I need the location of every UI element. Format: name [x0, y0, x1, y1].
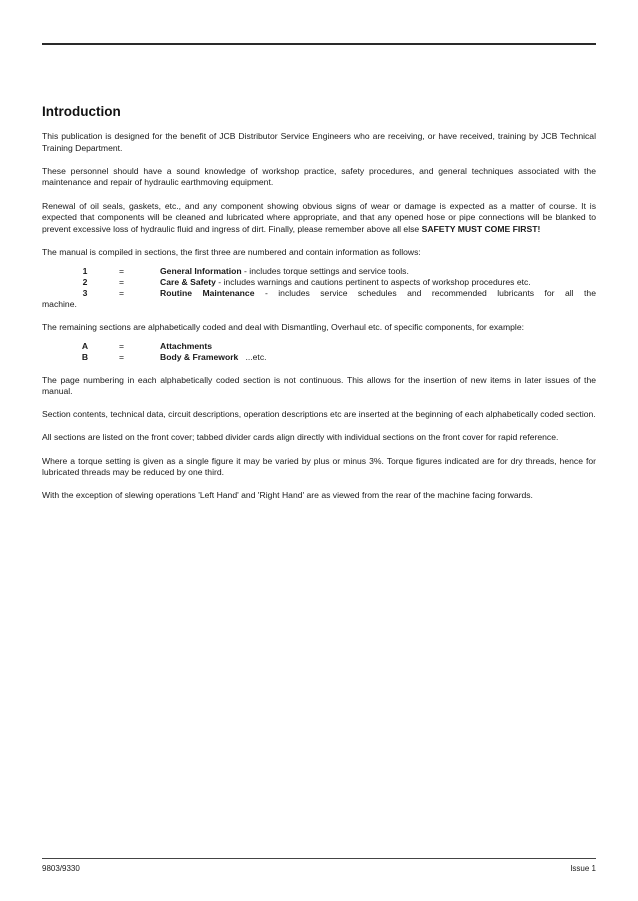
paragraph-purpose: This publication is designed for the benefit of JCB Distributor Service Engineers who are receiving, or have received, training by JCB Technical Training Department. [42, 131, 596, 153]
numbered-sections-list [42, 266, 596, 310]
page-content [42, 104, 596, 514]
list-item [42, 266, 596, 277]
safety-emphasis: SAFETY MUST COME FIRST! [421, 223, 541, 234]
paragraph-sections-intro: The manual is compiled in sections, the first three are numbered and contain information as follows: [42, 246, 421, 257]
section-detail: - includes service schedules and recommended lubricants for all the [254, 288, 596, 299]
paragraph-personnel: These personnel should have a sound knowledge of workshop practice, safety procedures, and general techniques associated with the maintenance and repair of hydraulic earthmoving equipment. [42, 165, 596, 188]
list-item [42, 352, 596, 363]
section-number: 2 [82, 277, 88, 288]
list-item [42, 341, 596, 352]
section-name: Care & Safety [160, 277, 216, 288]
section-description [160, 266, 596, 277]
page-title: Introduction [42, 104, 121, 119]
issue-number: Issue 1 [570, 864, 596, 873]
section-continuation: machine. [42, 299, 77, 310]
section-description [160, 288, 596, 299]
paragraph-torque: Where a torque setting is given as a single figure it may be varied by plus or minus 3%. Torque figures indicated are for dry threads, hence for lubricated threads may be reduced by one third. [42, 455, 596, 478]
section-name: Body & Framework [160, 351, 239, 362]
equals-sign: = [119, 340, 125, 351]
section-description [160, 341, 596, 352]
paragraph-page-numbering: The page numbering in each alphabetically coded section is not continuous. This allows for the insertion of new items in later issues of the manual. [42, 374, 596, 397]
section-detail: - includes torque settings and service tools. [241, 266, 409, 277]
section-description [160, 352, 596, 363]
section-description [160, 277, 596, 288]
section-letter: B [81, 351, 89, 362]
paragraph-front-cover: All sections are listed on the front cover; tabbed divider cards align directly with individual sections on the front cover for rapid reference. [42, 432, 559, 443]
list-item [42, 277, 596, 288]
section-name: Attachments [160, 340, 213, 351]
footer-rule [42, 858, 596, 859]
section-detail: - includes warnings and cautions pertinent to aspects of workshop procedures etc. [215, 277, 531, 288]
section-name: Routine Maintenance [160, 288, 255, 299]
equals-sign: = [119, 288, 125, 299]
equals-sign: = [119, 277, 125, 288]
lettered-sections-list [42, 341, 596, 363]
header-rule [42, 43, 596, 45]
list-item [42, 288, 596, 299]
paragraph-handedness: With the exception of slewing operations 'Left Hand' and 'Right Hand' are as viewed from the rear of the machine facing forwards. [42, 490, 533, 501]
equals-sign: = [119, 351, 125, 362]
paragraph-section-contents: Section contents, technical data, circuit descriptions, operation descriptions etc are inserted at the beginning of each alphabetically coded section. [42, 409, 596, 420]
renewal-text: Renewal of oil seals, gaskets, etc., and any component showing obvious signs of wear or damage is expected as a matter of course. It is expected that components will be cleaned and lubricated where appropriate, and that any opened hose or pipe connections will be blanked to prevent excessive loss of hydraulic fluid and ingress of dirt. Finally, please remember above all else [42, 200, 596, 234]
section-letter: A [81, 340, 89, 351]
equals-sign: = [119, 266, 125, 277]
document-number: 9803/9330 [42, 864, 80, 873]
section-number: 3 [82, 288, 88, 299]
section-detail: ...etc. [238, 351, 267, 362]
section-number: 1 [82, 266, 88, 277]
section-name: General Information [160, 266, 242, 277]
paragraph-renewal [42, 201, 596, 236]
paragraph-remaining-sections: The remaining sections are alphabetically coded and deal with Dismantling, Overhaul etc. of specific components, for example: [42, 321, 524, 332]
